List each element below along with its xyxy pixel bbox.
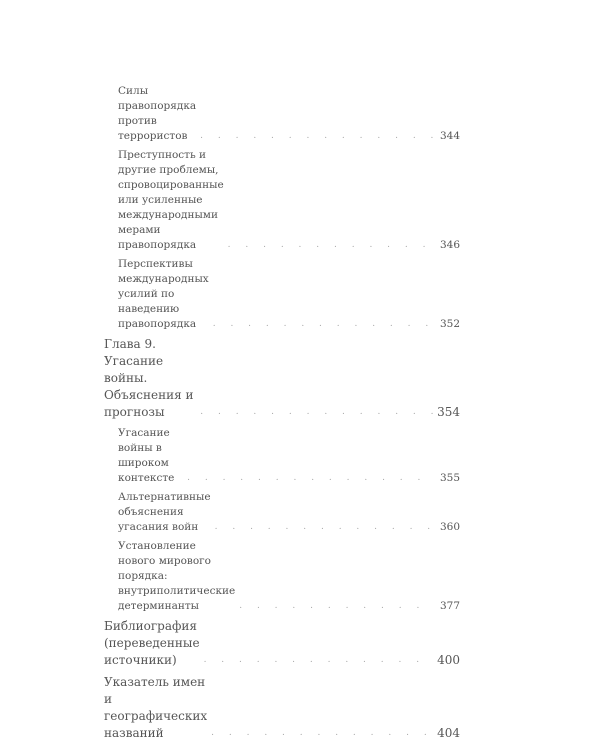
dot-leader (204, 652, 434, 669)
toc-entry (104, 426, 460, 486)
toc-entry (104, 257, 460, 332)
toc-entry-title: Библиография (переведенные источники) (104, 619, 200, 667)
toc-entry (104, 618, 460, 669)
dot-leader (215, 520, 434, 535)
dot-leader (200, 129, 434, 144)
toc-entry-page: 344 (439, 130, 460, 142)
toc-entry-page: 360 (439, 521, 460, 533)
toc-entry (104, 539, 460, 614)
toc-entry-page: 377 (439, 600, 460, 612)
dot-leader (200, 404, 433, 421)
toc-entry-title: Указатель имен и географических названий (104, 675, 208, 740)
toc-entry-title: Преступность и другие проблемы, спровоцированные или усиленные международными мерами правопорядка (118, 149, 224, 251)
toc-entry-title: Глава 9. Угасание войны. Объяснения и прогнозы (104, 337, 194, 419)
toc-entry (104, 84, 460, 144)
toc-entry-page: 346 (439, 239, 460, 251)
dot-leader (213, 317, 434, 332)
toc-entry-page: 352 (439, 318, 460, 330)
toc-entry (104, 336, 460, 421)
toc-entry (104, 148, 460, 253)
dot-leader (228, 238, 434, 253)
toc-entry-title: Перспективы международных усилий по наведению правопорядка (118, 258, 209, 330)
toc-entry-title: Альтернативные объяснения угасания войн (118, 491, 211, 533)
toc-entry (104, 490, 460, 535)
table-of-contents (104, 84, 460, 747)
toc-entry-page: 355 (439, 472, 460, 484)
dot-leader (211, 725, 433, 742)
toc-entry-page: 404 (437, 726, 460, 740)
toc-entry-title: Установление нового мирового порядка: внутриполитические детерминанты (118, 540, 236, 612)
toc-entry-page: 400 (437, 653, 460, 667)
dot-leader (187, 471, 434, 486)
toc-entry-page: 354 (437, 405, 460, 419)
dot-leader (239, 599, 434, 614)
toc-entry-title: Силы правопорядка против террористов (118, 85, 197, 142)
toc-entry-title: Угасание войны в широком контексте (118, 427, 175, 484)
toc-entry (104, 674, 460, 742)
